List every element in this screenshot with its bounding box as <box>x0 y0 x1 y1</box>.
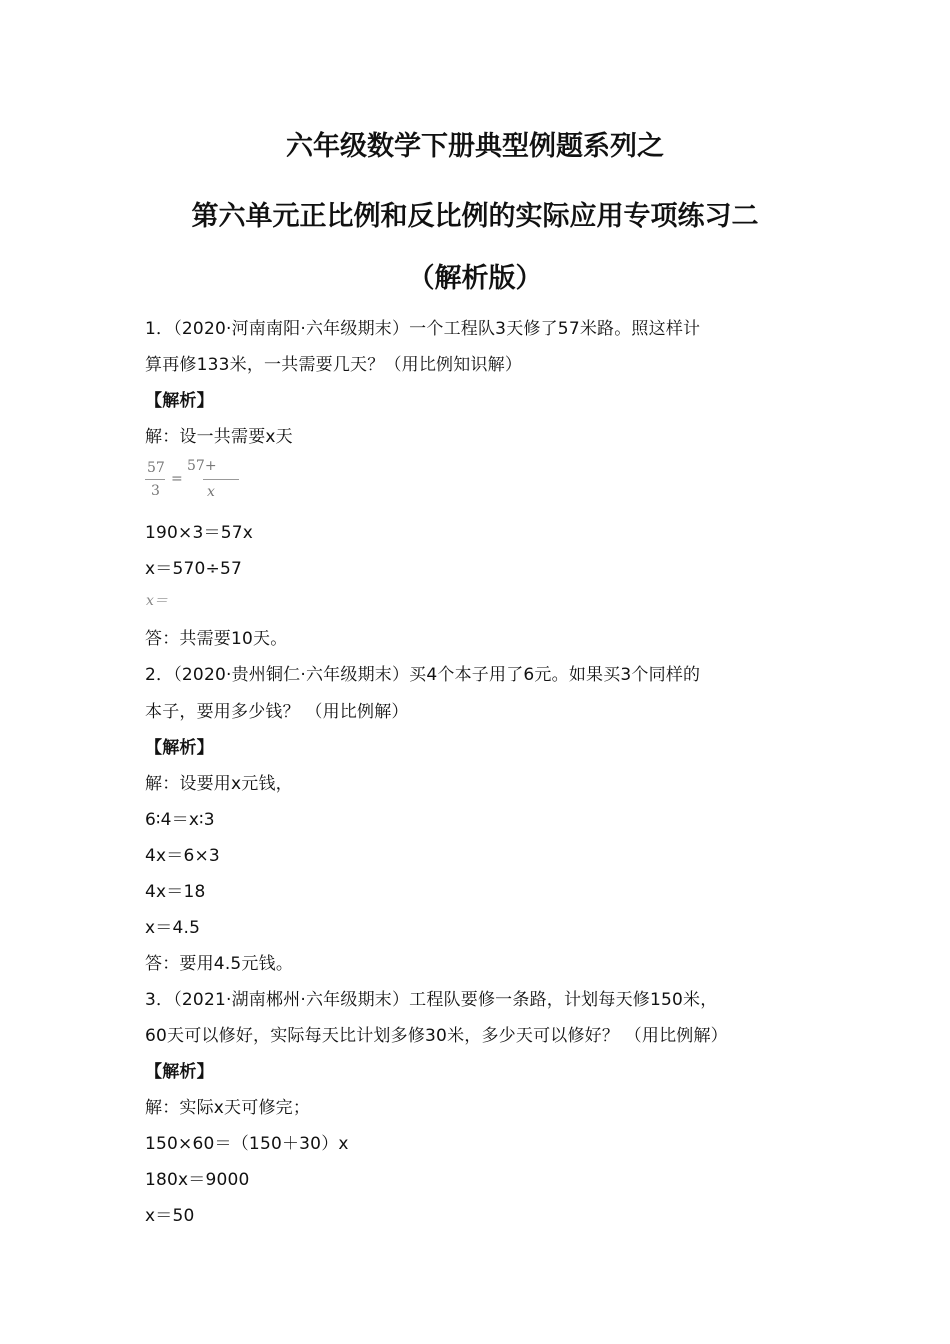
problem-1-analysis-heading: 【解析】 <box>145 391 214 411</box>
problem-1-step-1: 190×3＝57x <box>145 523 254 543</box>
problem-2-step-4: x＝4.5 <box>145 918 201 938</box>
problem-2-solve-intro: 解：设要用x元钱， <box>145 774 293 794</box>
problem-2-step-2: 4x＝6×3 <box>145 846 220 866</box>
problem-3-solve-intro: 解：实际x天可修完； <box>145 1098 311 1118</box>
problem-1-question-line1: 1．（2020·河南南阳·六年级期末）一个工程队3天修了57米路。照这样计 <box>145 319 701 339</box>
problem-1-step-3: x＝ <box>146 593 168 609</box>
problem-2-step-3: 4x＝18 <box>145 882 206 902</box>
problem-2-answer: 答：要用4.5元钱。 <box>145 954 294 974</box>
problem-2-question-line2: 本子，要用多少钱？ （用比例解） <box>145 702 409 722</box>
problem-1-question-line2: 算再修133米，一共需要几天？（用比例知识解） <box>145 355 523 375</box>
problem-1-solve-intro: 解：设一共需要x天 <box>145 427 293 447</box>
fraction-left-numerator: 57 <box>147 460 165 476</box>
document-title-line1: 六年级数学下册典型例题系列之 <box>286 131 664 162</box>
fraction-right-bar <box>203 479 239 480</box>
equals-sign: = <box>171 471 183 487</box>
fraction-right-numerator: 57+ <box>187 458 217 474</box>
fraction-right-denominator: x <box>207 484 215 500</box>
problem-1-answer: 答：共需要10天。 <box>145 629 288 649</box>
fraction-left-denominator: 3 <box>151 483 160 499</box>
problem-2-question-line1: 2．（2020·贵州铜仁·六年级期末）买4个本子用了6元。如果买3个同样的 <box>145 665 701 685</box>
problem-3-analysis-heading: 【解析】 <box>145 1062 214 1082</box>
problem-3-step-2: 180x＝9000 <box>145 1170 250 1190</box>
problem-2-step-1: 6∶4＝x∶3 <box>145 810 215 830</box>
problem-3-step-1: 150×60＝（150＋30）x <box>145 1134 349 1154</box>
document-title-line3: （解析版） <box>407 263 543 294</box>
fraction-left-bar <box>145 479 165 480</box>
problem-3-question-line2: 60天可以修好，实际每天比计划多修30米，多少天可以修好？ （用比例解） <box>145 1026 728 1046</box>
problem-3-step-3: x＝50 <box>145 1206 195 1226</box>
problem-1-proportion-equation <box>145 456 265 506</box>
problem-2-analysis-heading: 【解析】 <box>145 738 214 758</box>
problem-3-question-line1: 3．（2021·湖南郴州·六年级期末）工程队要修一条路，计划每天修150米， <box>145 990 718 1010</box>
problem-1-step-2: x＝570÷57 <box>145 559 242 579</box>
document-title-line2: 第六单元正比例和反比例的实际应用专项练习二 <box>191 201 759 232</box>
